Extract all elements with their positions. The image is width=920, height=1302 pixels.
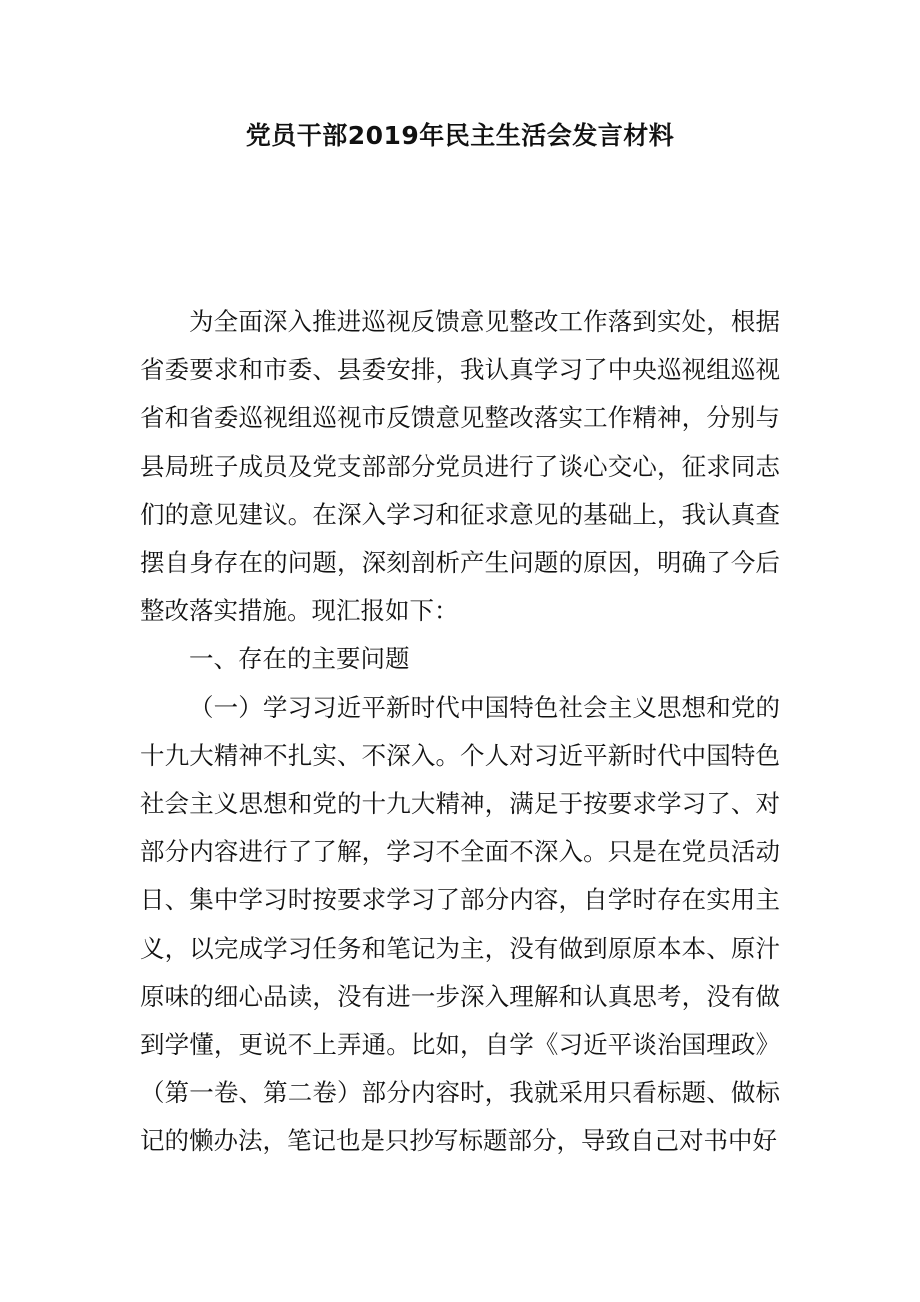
document-body xyxy=(140,298,780,1166)
section-heading: 一、存在的主要问题 xyxy=(189,644,410,674)
section-1-paragraph: （一）学习习近平新时代中国特色社会主义思想和党的十九大精神不扎实、不深入。个人对习近平新时代中国特色社会主义思想和党的十九大精神，满足于按要求学习了、对部分内容进行了了解，学习不全面不深入。只是在党员活动日、集中学习时按要求学习了部分内容，自学时存在实用主义，以完成学习任务和笔记为主，没有做到原原本本、原汁原味的细心品读，没有进一步深入理解和认真思考，没有做到学懂，更说不上弄通。比如，自学《习近平谈治国理政》（第一卷、第二卷）部分内容时，我就采用只看标题、做标记的懒办法，笔记也是只抄写标题部分，导致自己对书中好 xyxy=(140,692,780,1156)
intro-paragraph: 为全面深入推进巡视反馈意见整改工作落到实处，根据省委要求和市委、县委安排，我认真学习了中央巡视组巡视省和省委巡视组巡视市反馈意见整改落实工作精神，分别与县局班子成员及党支部部分党员进行了谈心交心，征求同志们的意见建议。在深入学习和征求意见的基础上，我认真查摆自身存在的问题，深刻剖析产生问题的原因，明确了今后整改落实措施。现汇报如下： xyxy=(140,307,780,626)
document-title: 党员干部2019年民主生活会发言材料 xyxy=(245,121,675,150)
